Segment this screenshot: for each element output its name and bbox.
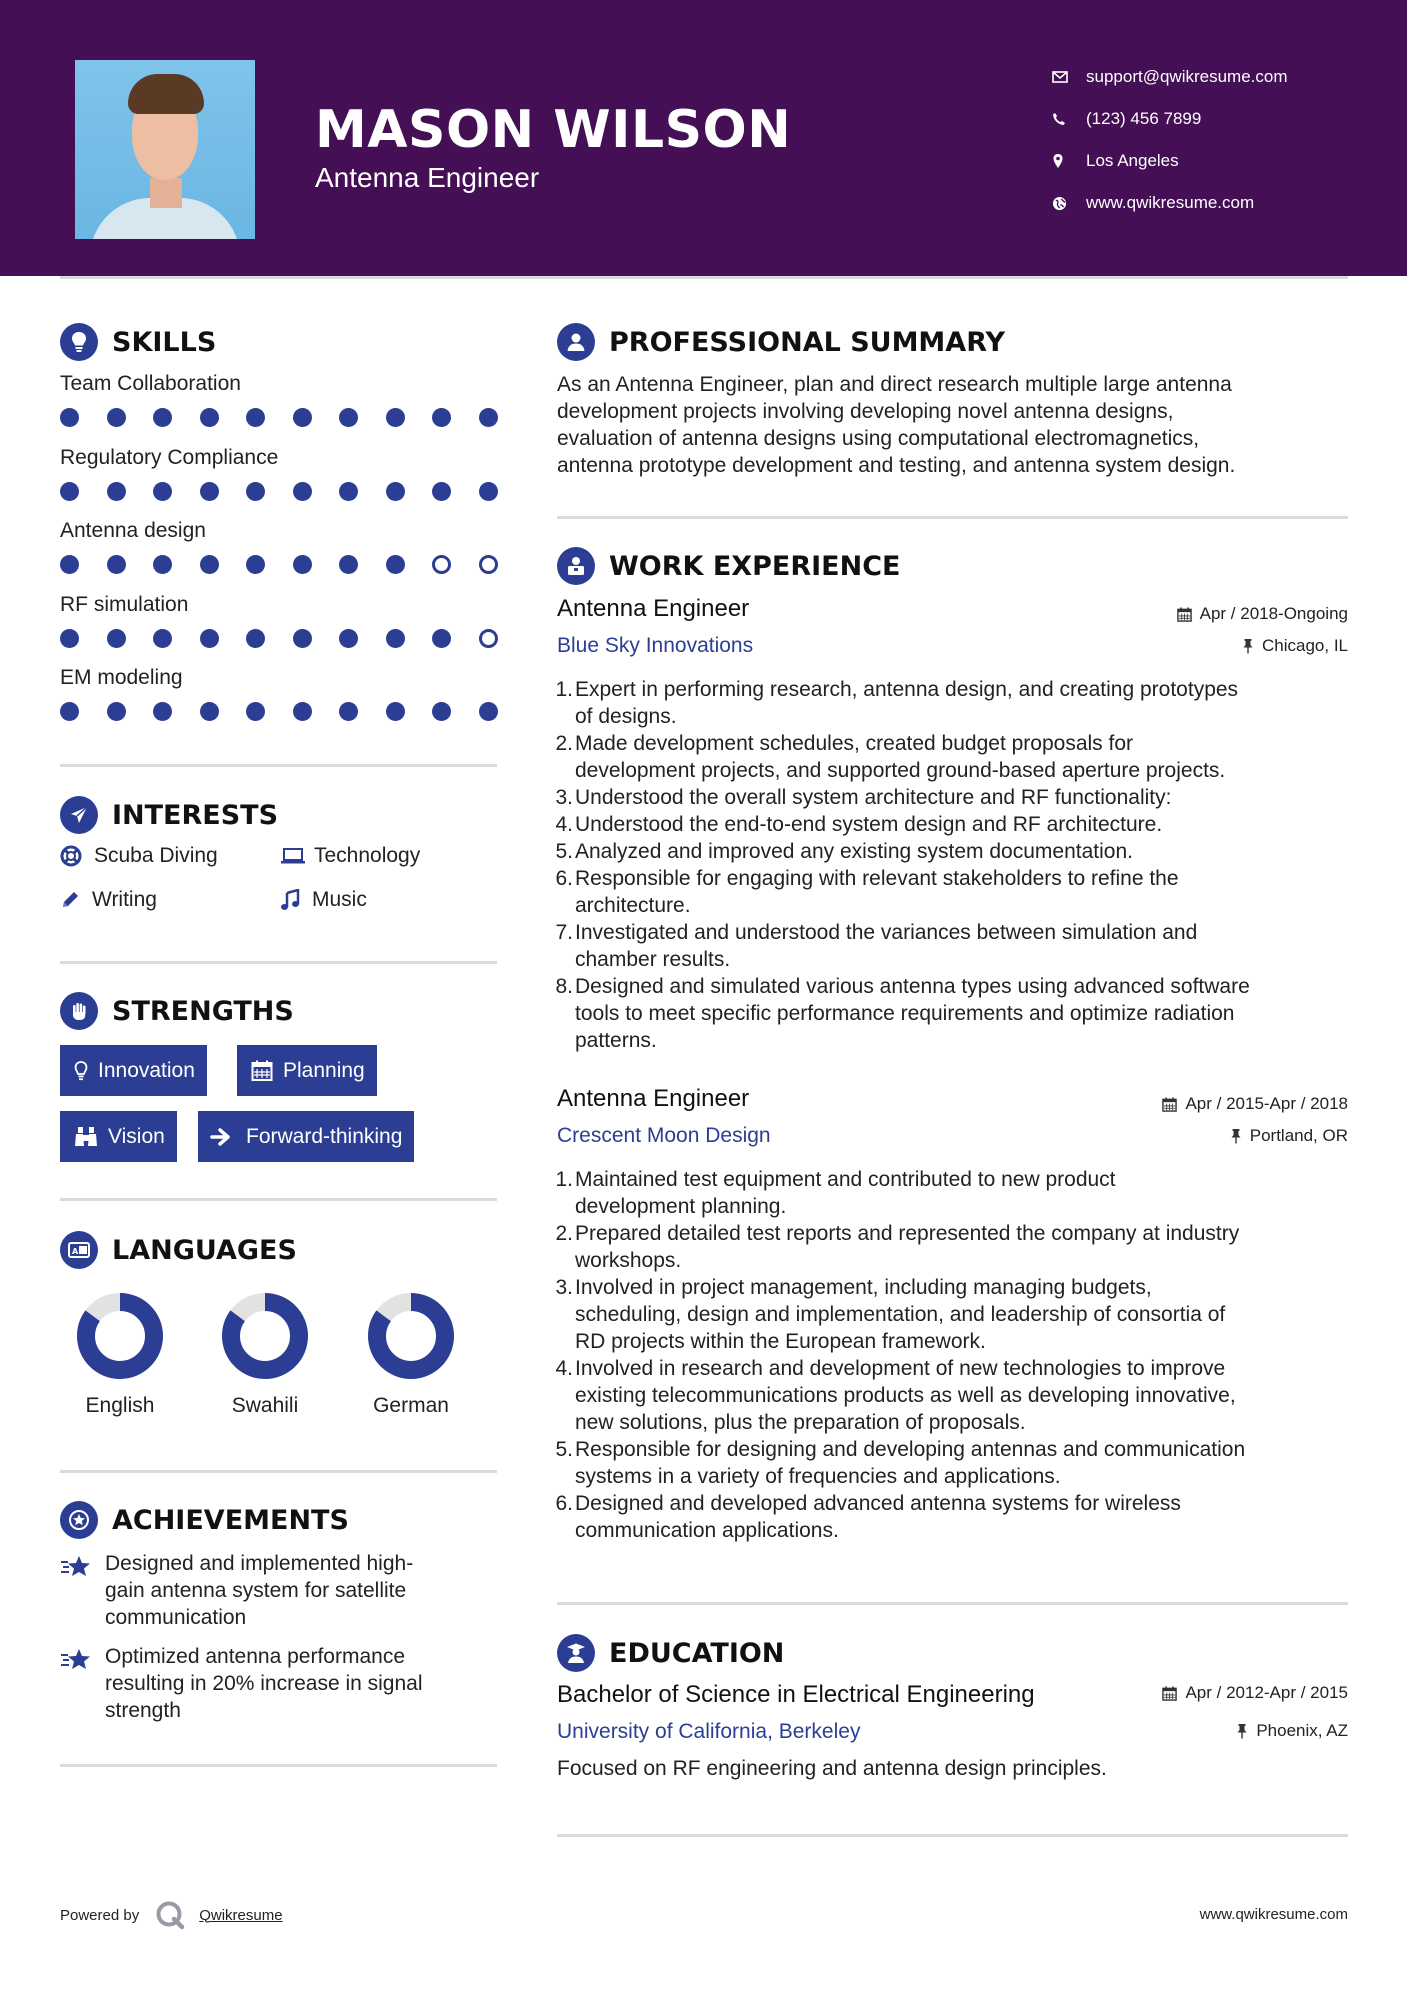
duty-item: 4. Involved in research and development of new technologies to improve existing telecommunications products as well as developing innovative, new solutions, plus the preparation of proposals. (555, 1357, 1236, 1434)
interest-item: Scuba Diving (60, 844, 218, 868)
job-title: Antenna Engineer (557, 595, 750, 622)
skill-dot-filled (479, 482, 498, 501)
pushpin-icon (1242, 638, 1254, 654)
contact-info (1052, 56, 1352, 224)
skill-dot-filled (293, 482, 312, 501)
proficiency-donut (367, 1292, 455, 1380)
achievements-heading: ACHIEVEMENTS (60, 1500, 349, 1540)
skill-dot-filled (153, 702, 172, 721)
job-dates: Apr / 2015-Apr / 2018 (1162, 1094, 1348, 1114)
skill-dot-filled (386, 408, 405, 427)
skill-dot-filled (246, 629, 265, 648)
job-duties-list (555, 676, 1355, 1054)
svg-text:A: A (72, 1247, 79, 1256)
skill-dot-empty (479, 629, 498, 648)
phone-icon (1052, 112, 1086, 126)
skill-dot-filled (153, 482, 172, 501)
section-divider (60, 1764, 497, 1767)
skill-dot-filled (107, 555, 126, 574)
section-divider (557, 1602, 1348, 1605)
graduate-icon (557, 1634, 595, 1672)
language-icon (60, 1231, 98, 1269)
skill-label: Antenna design (60, 519, 206, 542)
skill-dot-filled (339, 482, 358, 501)
skill-dot-filled (200, 629, 219, 648)
experience-heading: WORK EXPERIENCE (557, 546, 900, 586)
contact-location: Los Angeles (1052, 140, 1352, 182)
skill-dot-filled (479, 702, 498, 721)
interest-item: Writing (60, 888, 157, 912)
skill-dot-filled (200, 555, 219, 574)
summary-text: As an Antenna Engineer, plan and direct research multiple large antenna development projects involving developing novel antenna designs, evaluation of antenna designs using computational electromagnetics, antenna prototype development and testing, and antenna system design. (557, 373, 1236, 477)
skill-dot-filled (293, 408, 312, 427)
skill-level-dots (60, 702, 500, 722)
skill-dot-filled (60, 408, 79, 427)
skill-dot-filled (200, 482, 219, 501)
skill-dot-filled (386, 629, 405, 648)
education-heading: EDUCATION (557, 1633, 784, 1673)
skill-dot-filled (479, 408, 498, 427)
section-divider (60, 1198, 497, 1201)
qwikresume-link[interactable]: Qwikresume (199, 1906, 283, 1924)
skill-dot-filled (432, 408, 451, 427)
language-item: English (65, 1292, 175, 1418)
interest-item: Technology (280, 844, 420, 868)
job-location: Chicago, IL (1242, 636, 1348, 656)
pushpin-icon (1230, 1128, 1242, 1144)
skill-dot-filled (386, 702, 405, 721)
skill-dot-filled (339, 702, 358, 721)
strengths-heading: STRENGTHS (60, 991, 294, 1031)
strength-chip: Forward-thinking (198, 1111, 414, 1162)
map-marker-icon (1052, 153, 1086, 169)
skill-dot-filled (246, 482, 265, 501)
calendar-icon (1162, 1686, 1177, 1701)
skill-dot-filled (339, 555, 358, 574)
contact-website[interactable]: www.qwikresume.com (1052, 182, 1352, 224)
degree-title: Bachelor of Science in Electrical Engineering (557, 1681, 1035, 1708)
skill-dot-filled (293, 702, 312, 721)
skill-dot-filled (386, 555, 405, 574)
achievement-item: Optimized antenna performance resulting in 20% increase in signal strength (60, 1643, 500, 1724)
strength-chip: Vision (60, 1111, 177, 1162)
education-description: Focused on RF engineering and antenna design principles. (557, 1757, 1107, 1780)
section-divider (557, 1834, 1348, 1837)
skill-dot-filled (153, 555, 172, 574)
education-dates: Apr / 2012-Apr / 2015 (1162, 1683, 1348, 1703)
interest-item: Music (280, 888, 367, 912)
envelope-icon (1052, 71, 1086, 83)
job-duties-list (555, 1166, 1355, 1544)
qwikresume-logo-icon (155, 1900, 185, 1930)
duty-item: 4. Understood the end-to-end system design and RF architecture. (555, 813, 1163, 836)
skill-label: Team Collaboration (60, 372, 241, 395)
skill-dot-filled (107, 702, 126, 721)
skill-label: Regulatory Compliance (60, 445, 279, 469)
strength-chip: Planning (237, 1045, 377, 1096)
contact-email[interactable]: support@qwikresume.com (1052, 56, 1352, 98)
laptop-icon (280, 847, 314, 865)
candidate-title: Antenna Engineer (315, 162, 540, 193)
skill-dot-empty (479, 555, 498, 574)
skill-dot-filled (153, 629, 172, 648)
skill-dot-filled (432, 482, 451, 501)
arrow-right-icon (210, 1127, 232, 1147)
duty-item: 5. Analyzed and improved any existing system documentation. (555, 840, 1133, 863)
skill-dot-filled (386, 482, 405, 501)
lightbulb-icon (60, 323, 98, 361)
company-name: Crescent Moon Design (557, 1124, 771, 1147)
summary-heading: PROFESSIONAL SUMMARY (557, 322, 1005, 362)
skill-dot-filled (432, 629, 451, 648)
profile-photo (75, 60, 255, 239)
job-dates: Apr / 2018-Ongoing (1177, 604, 1348, 624)
duty-item: 8. Designed and simulated various antenna types using advanced software tools to meet specific performance requirements and optimize radiation patterns. (555, 975, 1250, 1052)
star-icon (60, 1550, 105, 1631)
candidate-name: MASON WILSON (315, 100, 792, 160)
duty-item: 1. Maintained test equipment and contributed to new product development planning. (555, 1168, 1116, 1218)
skill-dot-filled (432, 702, 451, 721)
strength-chip: Innovation (60, 1045, 207, 1096)
skill-dot-filled (107, 482, 126, 501)
skill-dot-filled (246, 555, 265, 574)
calendar-icon (251, 1060, 273, 1082)
lightbulb-icon (74, 1061, 88, 1081)
globe-icon (1052, 196, 1086, 211)
skill-dot-filled (153, 408, 172, 427)
interests-heading: INTERESTS (60, 795, 278, 835)
skills-heading: SKILLS (60, 322, 216, 362)
skill-level-dots (60, 629, 500, 649)
music-note-icon (280, 889, 312, 911)
footer-powered-by: Powered by Qwikresume (60, 1900, 283, 1930)
skill-dot-filled (60, 555, 79, 574)
section-divider (557, 516, 1348, 519)
resume-header (0, 0, 1407, 276)
briefcase-user-icon (557, 547, 595, 585)
skill-label: EM modeling (60, 666, 183, 689)
job-location: Portland, OR (1230, 1126, 1348, 1146)
proficiency-donut (221, 1292, 309, 1380)
duty-item: 5. Responsible for designing and developing antennas and communication systems in a variety of frequencies and applications. (555, 1438, 1246, 1488)
language-item: German (356, 1292, 466, 1418)
school-name: University of California, Berkeley (557, 1720, 861, 1743)
star-icon (60, 1643, 105, 1724)
duty-item: 6. Responsible for engaging with relevant stakeholders to refine the architecture. (555, 867, 1179, 917)
language-item: Swahili (210, 1292, 320, 1418)
duty-item: 3. Understood the overall system architecture and RF functionality: (555, 786, 1172, 809)
section-divider (60, 1470, 497, 1473)
skill-dot-filled (60, 482, 79, 501)
duty-item: 2. Prepared detailed test reports and represented the company at industry workshops. (555, 1222, 1240, 1272)
section-divider (60, 764, 497, 767)
skill-dot-filled (60, 629, 79, 648)
skill-dot-filled (107, 629, 126, 648)
skill-dot-filled (60, 702, 79, 721)
skill-level-dots (60, 555, 500, 575)
pencil-icon (60, 890, 92, 910)
binoculars-icon (74, 1126, 98, 1148)
calendar-icon (1162, 1097, 1177, 1112)
skill-dot-filled (246, 702, 265, 721)
duty-item: 7. Investigated and understood the variances between simulation and chamber results. (555, 921, 1198, 971)
footer-website[interactable]: www.qwikresume.com (1199, 1906, 1348, 1923)
languages-heading: A LANGUAGES (60, 1230, 297, 1270)
skill-dot-filled (107, 408, 126, 427)
skill-dot-filled (200, 702, 219, 721)
skill-dot-filled (200, 408, 219, 427)
skill-dot-filled (246, 408, 265, 427)
paper-plane-icon (60, 796, 98, 834)
lifebuoy-icon (60, 845, 94, 867)
section-divider (60, 961, 497, 964)
contact-phone[interactable]: (123) 456 7899 (1052, 98, 1352, 140)
user-icon (557, 323, 595, 361)
skill-label: RF simulation (60, 592, 189, 616)
hand-icon (60, 992, 98, 1030)
duty-item: 3. Involved in project management, including managing budgets, scheduling, design and implementation, and leadership of consortia of RD projects within the European framework. (555, 1276, 1226, 1353)
education-location: Phoenix, AZ (1236, 1721, 1348, 1741)
skill-dot-filled (293, 629, 312, 648)
calendar-icon (1177, 607, 1192, 622)
skill-dot-filled (339, 629, 358, 648)
pushpin-icon (1236, 1723, 1248, 1739)
skill-dot-filled (293, 555, 312, 574)
company-name: Blue Sky Innovations (557, 634, 754, 657)
skill-dot-filled (339, 408, 358, 427)
duty-item: 2. Made development schedules, created budget proposals for development projects, and supported ground-based aperture projects. (555, 732, 1226, 782)
proficiency-donut (76, 1292, 164, 1380)
duty-item: 6. Designed and developed advanced antenna systems for wireless communication applications. (555, 1492, 1181, 1542)
skill-level-dots (60, 482, 500, 502)
job-title: Antenna Engineer (557, 1085, 750, 1112)
star-badge-icon (60, 1501, 98, 1539)
achievement-item: Designed and implemented high- gain antenna system for satellite communication (60, 1550, 500, 1631)
skill-dot-empty (432, 555, 451, 574)
skill-level-dots (60, 408, 500, 428)
duty-item: 1. Expert in performing research, antenna design, and creating prototypes of designs. (555, 678, 1239, 728)
header-divider (60, 276, 1348, 279)
